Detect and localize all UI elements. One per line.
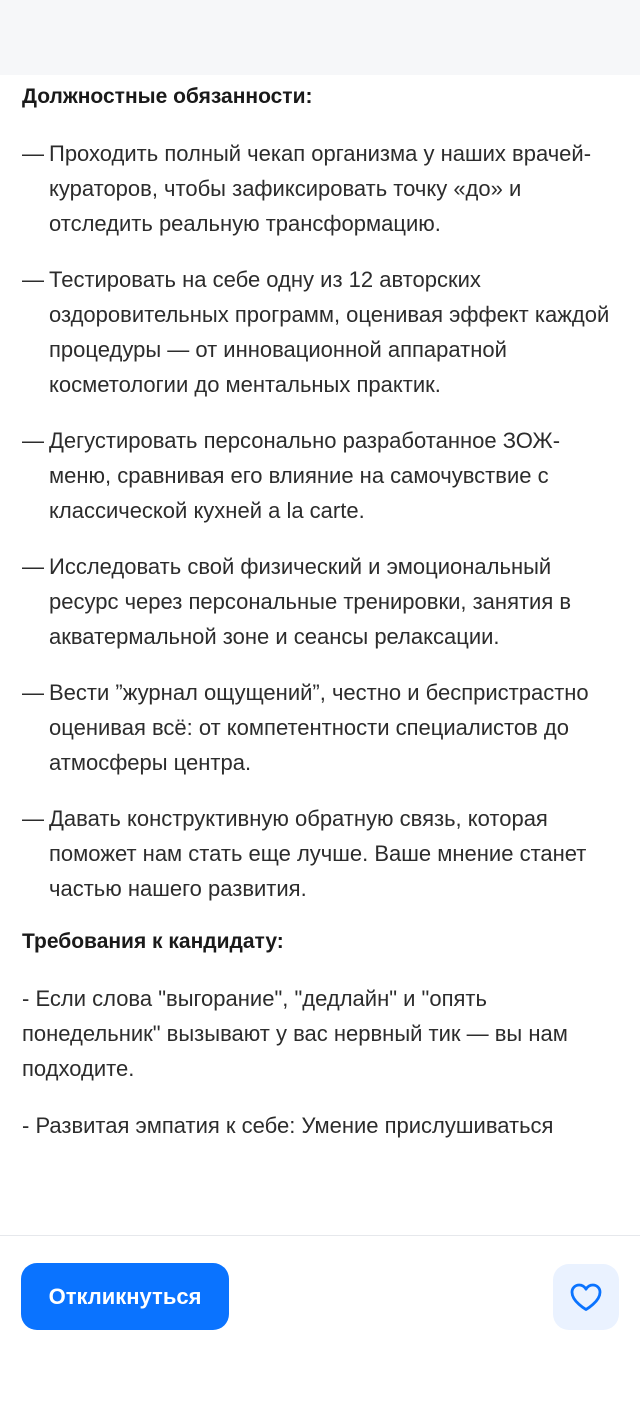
duty-text: Проходить полный чекап организма у наших врачей-кураторов, чтобы зафиксировать точку «до» и отследить реальную трансформацию. xyxy=(49,141,592,236)
bottom-action-bar xyxy=(0,1235,640,1419)
duty-item xyxy=(22,801,620,906)
vacancy-description xyxy=(22,75,620,1235)
requirements-heading: Требования к кандидату: xyxy=(22,930,284,953)
duty-text: Исследовать свой физический и эмоциональный ресурс через персональные тренировки, занятия в акватермальной зоне и сеансы релаксации. xyxy=(49,554,572,649)
duty-item xyxy=(22,136,620,241)
heart-icon xyxy=(569,1282,603,1312)
duty-text: Дегустировать персонально разработанное ЗОЖ-меню, сравнивая его влияние на самочувствие с классической кухней a la carte. xyxy=(49,428,561,523)
dash-bullet: — xyxy=(22,428,44,453)
dash-bullet: — xyxy=(22,680,44,705)
duty-item xyxy=(22,675,620,780)
favorite-button[interactable] xyxy=(553,1264,619,1330)
duty-item xyxy=(22,549,620,654)
dash-bullet: — xyxy=(22,267,44,292)
requirements-list xyxy=(22,981,620,1143)
duty-item xyxy=(22,262,620,402)
duty-text: Тестировать на себе одну из 12 авторских оздоровительных программ, оценивая эффект каждой процедуры — от инновационной аппаратной косметологии до ментальных практик. xyxy=(49,267,610,397)
duty-text: Вести ”журнал ощущений”, честно и беспристрастно оценивая всё: от компетентности специалистов до атмосферы центра. xyxy=(49,680,589,775)
dash-bullet: — xyxy=(22,554,44,579)
duties-heading: Должностные обязанности: xyxy=(22,85,313,108)
dash-bullet: — xyxy=(22,806,44,831)
apply-button[interactable]: Откликнуться xyxy=(21,1263,229,1330)
duty-item xyxy=(22,423,620,528)
requirement-item: - Если слова "выгорание", "дедлайн" и "опять понедельник" вызывают у вас нервный тик — вы нам подходите. xyxy=(22,986,568,1081)
dash-bullet: — xyxy=(22,141,44,166)
requirement-item: - Развитая эмпатия к себе: Умение прислушиваться xyxy=(22,1113,554,1138)
duty-text: Давать конструктивную обратную связь, которая поможет нам стать еще лучше. Ваше мнение станет частью нашего развития. xyxy=(49,806,587,901)
top-bar xyxy=(0,0,640,75)
duties-list xyxy=(22,136,620,906)
